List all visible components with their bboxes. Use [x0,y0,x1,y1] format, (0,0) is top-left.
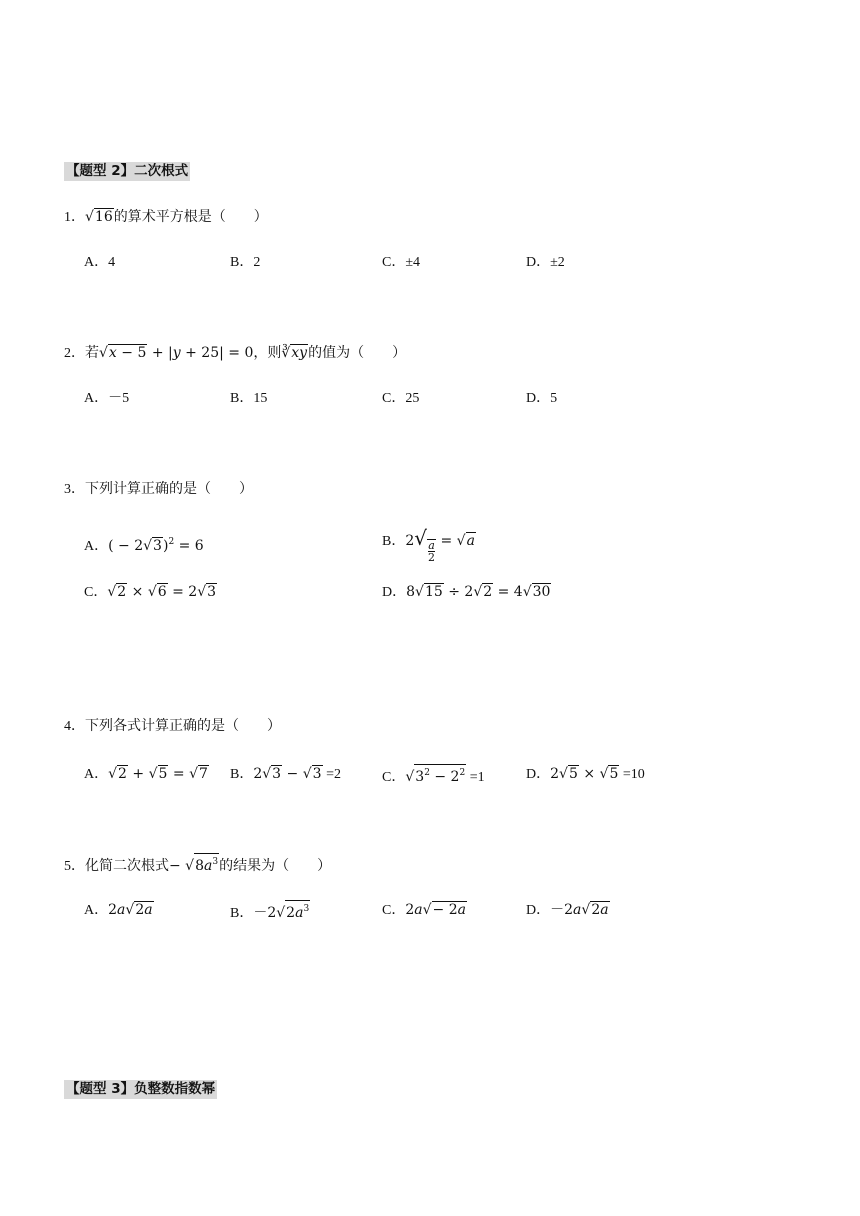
section-title: 【题型 3】负整数指数幂 [66,1081,216,1097]
question-number: 1． [64,210,85,225]
question-text: 化简二次根式 [85,859,169,874]
question-5-stem [64,853,331,877]
option-d: D．－2a√2a [526,902,609,918]
question-number: 5． [64,859,85,874]
question-number: 4． [64,719,85,734]
section-title: 【题型 2】二次根式 [66,163,189,179]
option-d: D．5 [526,391,558,406]
option-b: B．2√ $\frac{a}{2}$ = √a [382,526,475,564]
option-c: C．25 [382,391,420,406]
option-a: A．( − 2√3)$^2$ = 6 [84,537,204,554]
question-3-stem [64,480,253,500]
option-d: D．2√5 × √5 =10 [526,766,645,782]
question-2-stem [64,343,406,364]
option-c: C．√2 × √6 = 2√3 [84,584,217,600]
option-b: B．15 [230,391,268,406]
question-text: 的算术平方根是（ ） [113,210,268,225]
question-text: 的值为（ ） [308,346,407,361]
question-text: 下列各式计算正确的是（ ） [85,719,281,734]
question-text: ，则 [253,346,282,361]
question-text: 若 [85,346,99,361]
question-1-stem [64,207,268,228]
option-c: C．±4 [382,255,421,270]
option-c: C．$√3^2 - 2^2 =1$ [382,764,485,788]
question-text: 下列计算正确的是（ ） [85,482,253,497]
option-c: C．2a√− 2a [382,902,466,918]
sqrt-expression: √16 [85,209,113,225]
option-d: D．±2 [526,255,565,270]
option-b: B．2 [230,255,261,270]
question-number: 2． [64,346,85,361]
question-text: 的结果为（ ） [219,859,332,874]
option-a: A．4 [84,255,116,270]
option-a: A．－5 [84,391,130,406]
option-b: B．$-2√2a^3$ [230,900,310,924]
sqrt-expression: − $√8a^3$ [169,858,219,874]
question-number: 3． [64,482,85,497]
option-b: B．2√3 − √3 =2 [230,766,341,782]
option-a: A．√2 + √5 = √7 [84,766,208,782]
question-4-stem [64,717,281,737]
option-a: A．2a√2a [84,902,153,918]
equation: √x − 5 + |y + 25| = 0 [99,345,254,361]
option-d: D．8√15 ÷ 2√2 = 4√30 [382,584,551,600]
cube-root-expression: ∛xy [281,345,308,361]
